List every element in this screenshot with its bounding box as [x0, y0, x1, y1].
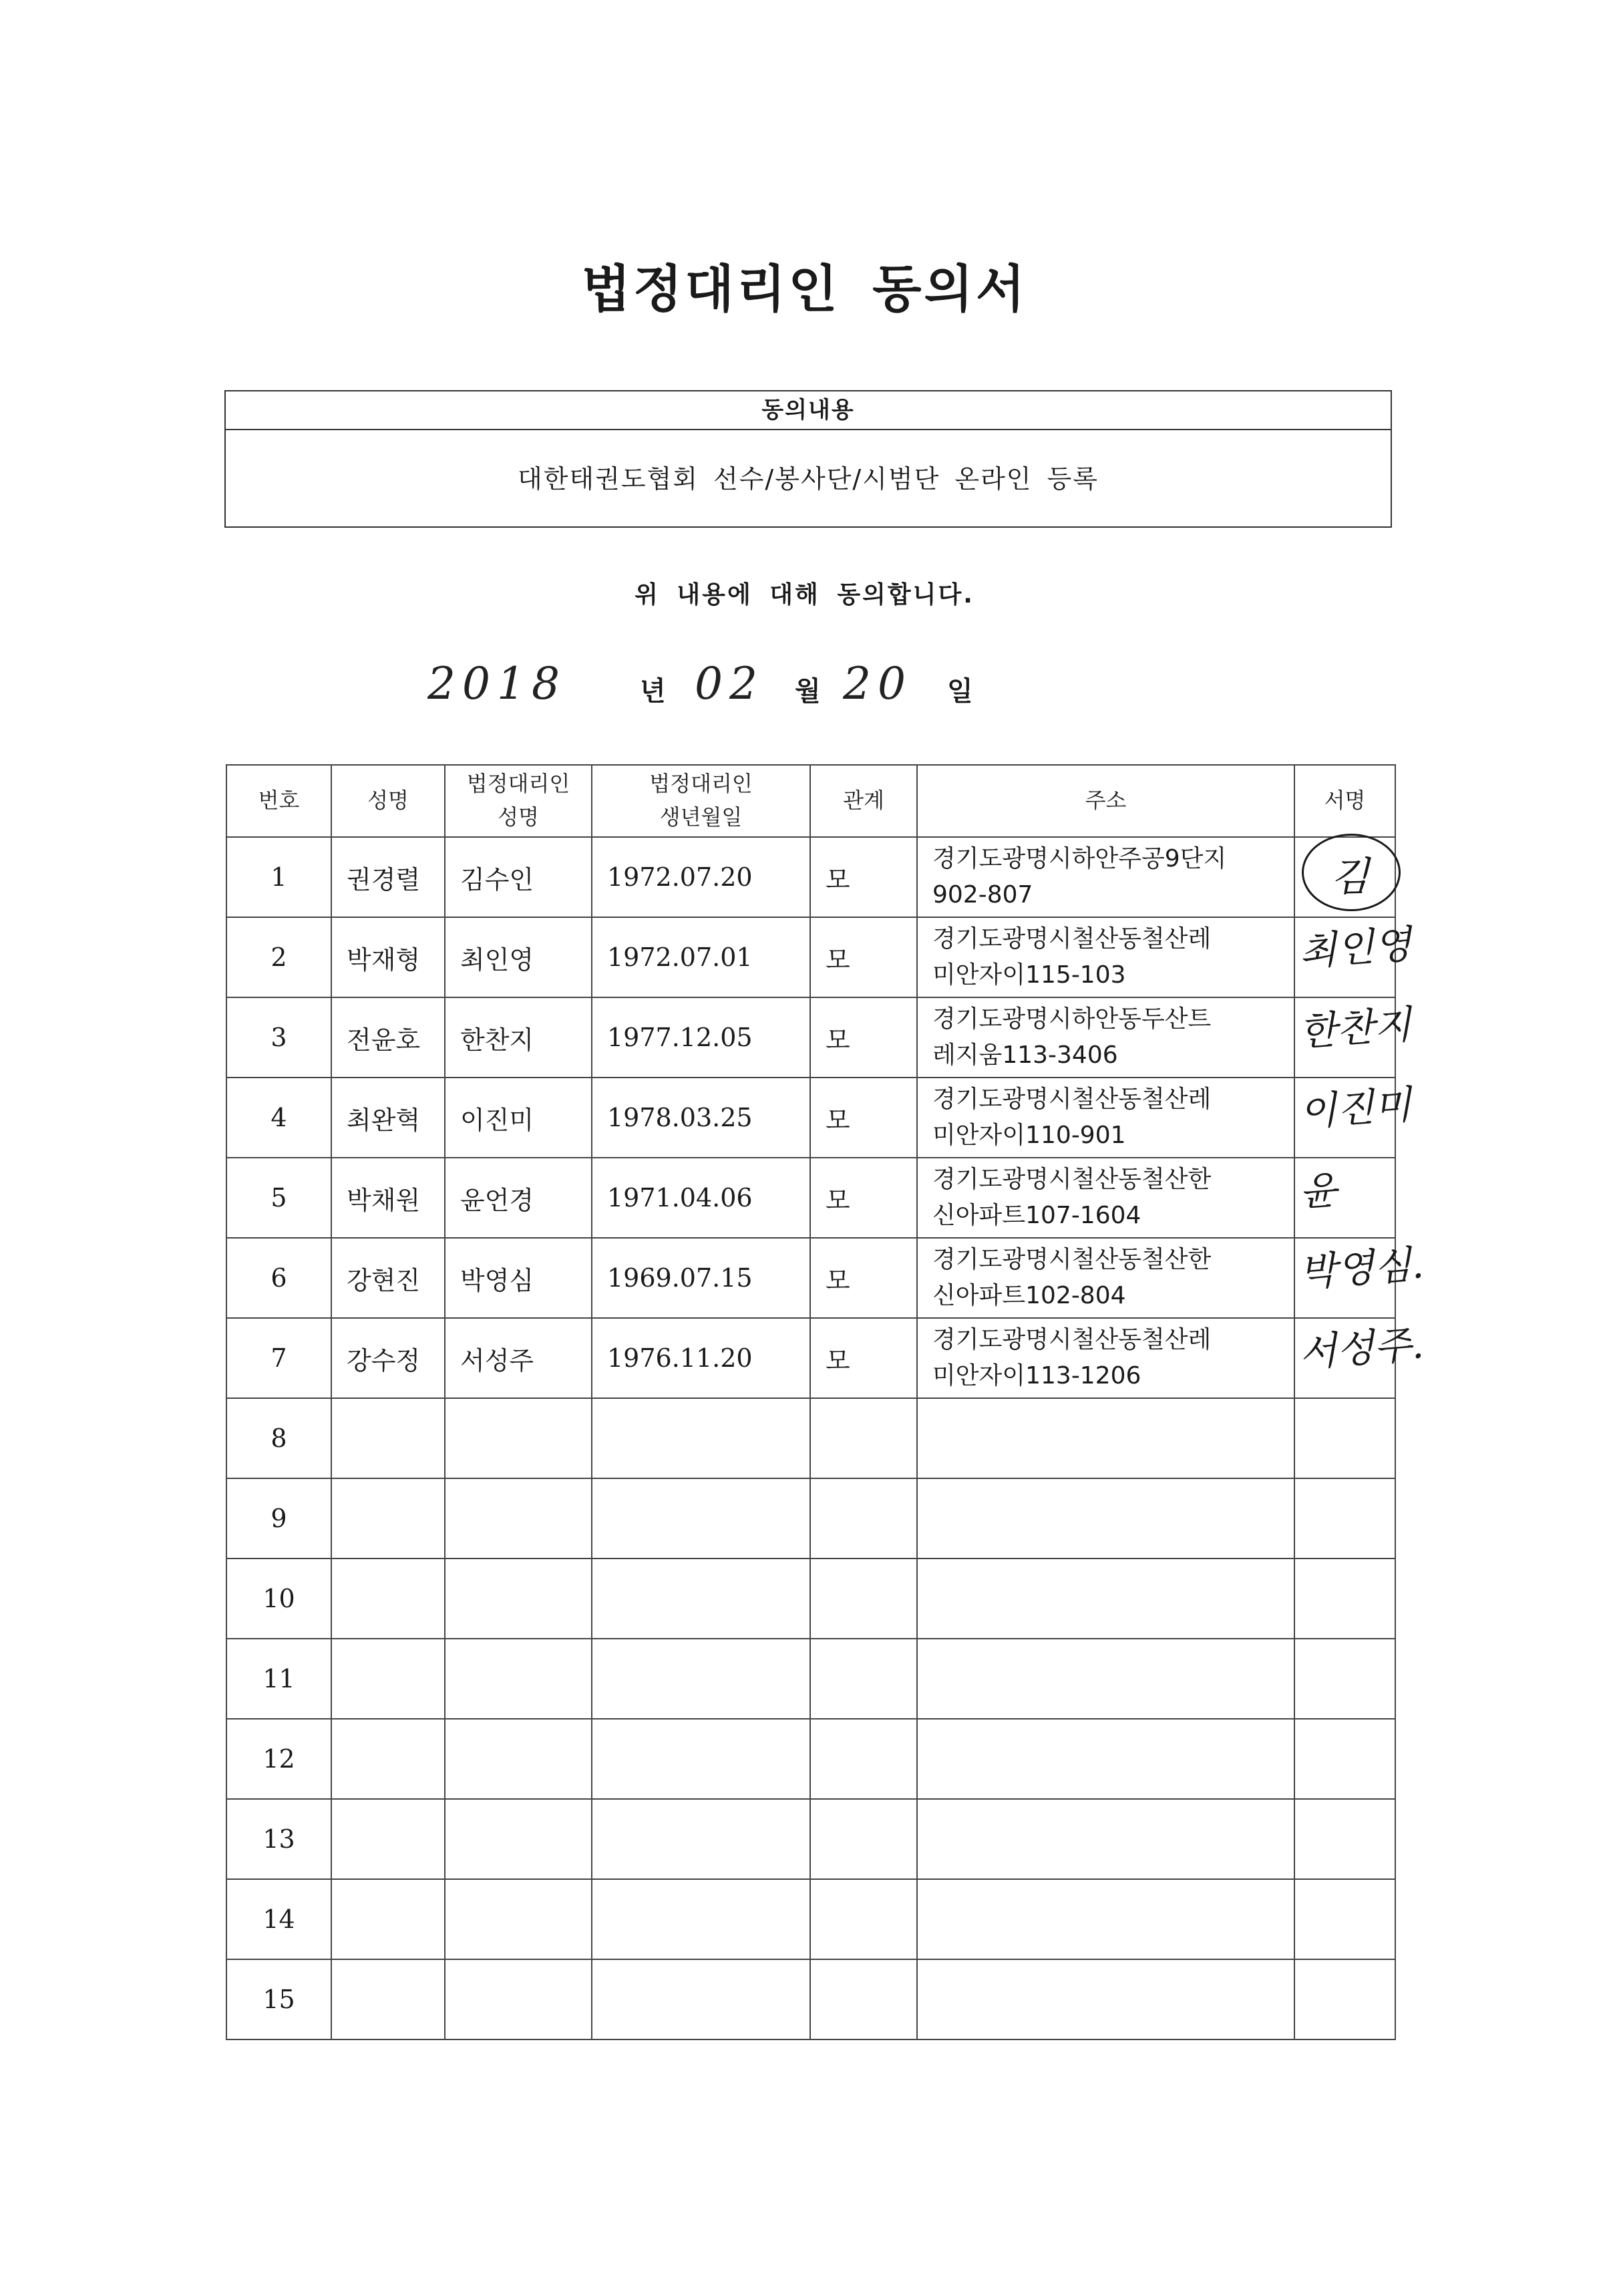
row-address-line2: 신아파트102-804 [932, 1282, 1126, 1309]
table-row [226, 1398, 1395, 1478]
document-title: 법정대리인 동의서 [581, 259, 1028, 319]
row-rep-name [445, 1959, 592, 2039]
row-relation [810, 1879, 917, 1959]
row-rep-birth: 1978.03.25 [592, 1078, 810, 1158]
row-rep-birth: 1977.12.05 [592, 997, 810, 1078]
row-relation [810, 1719, 917, 1799]
date-month-label: 월 [795, 676, 821, 707]
row-num: 11 [226, 1639, 331, 1719]
signature-handwritten: 이진미 [1297, 1082, 1413, 1135]
header-rep-birth-line1: 법정대리인 [649, 771, 753, 797]
signature-handwritten: 윤 [1297, 1167, 1338, 1215]
row-address-line1: 경기도광명시철산동철산레 [932, 925, 1212, 953]
date-year-label: 년 [640, 676, 666, 707]
consent-box [224, 390, 1392, 528]
roster-table [226, 764, 1425, 2040]
row-signature [1294, 917, 1413, 997]
row-address-line1: 경기도광명시철산동철산한 [932, 1166, 1212, 1193]
row-signature [1294, 1158, 1395, 1238]
row-relation: 모 [810, 917, 917, 997]
row-signature [1294, 1559, 1395, 1639]
row-address-line1: 경기도광명시철산동철산레 [932, 1086, 1212, 1113]
row-name [331, 1799, 445, 1879]
row-rep-birth [592, 1478, 810, 1559]
table-row [226, 1879, 1395, 1959]
row-rep-name: 박영심 [445, 1238, 592, 1318]
row-address [917, 1478, 1294, 1559]
row-address [917, 1639, 1294, 1719]
table-header-row [226, 765, 1395, 837]
row-relation [810, 1959, 917, 2039]
row-address-line2: 신아파트107-1604 [932, 1202, 1141, 1229]
row-signature [1294, 997, 1413, 1078]
row-address-line2: 미안자이115-103 [932, 961, 1126, 989]
row-signature [1294, 1879, 1395, 1959]
row-address-line2: 미안자이110-901 [932, 1122, 1126, 1149]
table-row [226, 1799, 1395, 1879]
header-rep-birth [592, 765, 810, 837]
row-rep-name: 최인영 [445, 917, 592, 997]
row-address-line1: 경기도광명시철산동철산한 [932, 1246, 1212, 1273]
header-rep-name [445, 765, 592, 837]
row-address [917, 1959, 1294, 2039]
row-name: 전윤호 [331, 997, 445, 1078]
row-name [331, 1879, 445, 1959]
table-row [226, 1318, 1395, 1398]
row-relation: 모 [810, 1238, 917, 1318]
row-name [331, 1959, 445, 2039]
date-row [0, 651, 1609, 725]
table-row [226, 1478, 1395, 1559]
row-name [331, 1719, 445, 1799]
row-address [917, 1238, 1294, 1318]
row-num: 6 [226, 1238, 331, 1318]
row-num: 4 [226, 1078, 331, 1158]
row-num: 3 [226, 997, 331, 1078]
row-relation: 모 [810, 1318, 917, 1398]
row-rep-birth [592, 1559, 810, 1639]
row-num: 13 [226, 1799, 331, 1879]
row-rep-birth [592, 1398, 810, 1478]
signature-seal [1302, 834, 1401, 911]
row-rep-name: 서성주 [445, 1318, 592, 1398]
row-rep-name: 이진미 [445, 1078, 592, 1158]
row-num: 1 [226, 837, 331, 917]
header-rep-name-line1: 법정대리인 [466, 771, 570, 797]
signature-handwritten: 박영심. [1297, 1241, 1425, 1295]
row-address [917, 1559, 1294, 1639]
row-rep-birth: 1976.11.20 [592, 1318, 810, 1398]
row-relation [810, 1639, 917, 1719]
row-address-line2: 레지움113-3406 [932, 1041, 1118, 1069]
table-row [226, 997, 1395, 1078]
row-rep-birth: 1971.04.06 [592, 1158, 810, 1238]
row-num: 10 [226, 1559, 331, 1639]
row-rep-name [445, 1639, 592, 1719]
row-address [917, 1318, 1294, 1398]
row-rep-birth: 1972.07.01 [592, 917, 810, 997]
row-num: 7 [226, 1318, 331, 1398]
row-signature [1294, 1238, 1425, 1318]
row-rep-birth [592, 1799, 810, 1879]
date-day-handwritten: 20 [843, 658, 912, 709]
row-signature [1294, 837, 1395, 917]
row-rep-birth: 1972.07.20 [592, 837, 810, 917]
row-rep-birth [592, 1959, 810, 2039]
row-address-line1: 경기도광명시철산동철산레 [932, 1326, 1212, 1353]
row-name: 박채원 [331, 1158, 445, 1238]
signature-handwritten: 서성주. [1297, 1321, 1425, 1375]
row-num: 2 [226, 917, 331, 997]
header-num: 번호 [226, 765, 331, 837]
header-rep-name-line2: 성명 [498, 804, 539, 830]
table-row [226, 1559, 1395, 1639]
row-name [331, 1398, 445, 1478]
row-address [917, 997, 1294, 1078]
row-signature [1294, 1799, 1395, 1879]
row-address [917, 1879, 1294, 1959]
table-row [226, 1078, 1395, 1158]
row-address [917, 837, 1294, 917]
consent-body: 대한태권도협회 선수/봉사단/시범단 온라인 등록 [517, 464, 1099, 494]
table-row [226, 917, 1395, 997]
row-relation [810, 1398, 917, 1478]
row-address-line1: 경기도광명시하안동두산트 [932, 1005, 1212, 1033]
consent-header: 동의내용 [226, 391, 1391, 430]
row-num: 15 [226, 1959, 331, 2039]
signature-handwritten: 한찬지 [1297, 1001, 1413, 1055]
row-rep-birth [592, 1879, 810, 1959]
row-relation: 모 [810, 1158, 917, 1238]
row-relation: 모 [810, 997, 917, 1078]
row-address [917, 1158, 1294, 1238]
roster-body [226, 837, 1425, 2039]
row-rep-name [445, 1478, 592, 1559]
agreement-text: 위 내용에 대해 동의합니다. [635, 581, 974, 609]
row-num: 5 [226, 1158, 331, 1238]
row-address [917, 1719, 1294, 1799]
row-signature [1294, 1719, 1395, 1799]
row-name: 최완혁 [331, 1078, 445, 1158]
row-name: 강수정 [331, 1318, 445, 1398]
header-signature: 서명 [1294, 765, 1395, 837]
row-address-line1: 경기도광명시하안주공9단지 [932, 845, 1227, 872]
table-row [226, 1158, 1395, 1238]
row-address-line2: 미안자이113-1206 [932, 1362, 1141, 1389]
header-relation: 관계 [810, 765, 917, 837]
table-row [226, 837, 1395, 917]
table-row [226, 1959, 1395, 2039]
row-relation: 모 [810, 837, 917, 917]
row-name [331, 1478, 445, 1559]
signature-handwritten: 김 [1330, 854, 1369, 900]
row-rep-name: 한찬지 [445, 997, 592, 1078]
row-relation [810, 1478, 917, 1559]
row-rep-birth [592, 1719, 810, 1799]
row-rep-name [445, 1719, 592, 1799]
date-month-handwritten: 02 [695, 658, 764, 709]
row-rep-birth [592, 1639, 810, 1719]
row-address-line2: 902-807 [932, 881, 1033, 909]
row-rep-name [445, 1879, 592, 1959]
table-row [226, 1238, 1395, 1318]
row-relation [810, 1559, 917, 1639]
row-num: 12 [226, 1719, 331, 1799]
row-num: 9 [226, 1478, 331, 1559]
row-signature [1294, 1478, 1395, 1559]
row-rep-birth: 1969.07.15 [592, 1238, 810, 1318]
row-num: 14 [226, 1879, 331, 1959]
table-row [226, 1639, 1395, 1719]
row-relation [810, 1799, 917, 1879]
row-address [917, 1078, 1294, 1158]
table-row [226, 1719, 1395, 1799]
row-rep-name: 윤언경 [445, 1158, 592, 1238]
row-address [917, 1398, 1294, 1478]
row-name [331, 1639, 445, 1719]
row-signature [1294, 1639, 1395, 1719]
row-signature [1294, 1078, 1413, 1158]
row-name: 권경렬 [331, 837, 445, 917]
row-address [917, 1799, 1294, 1879]
header-rep-birth-line2: 생년월일 [659, 804, 743, 830]
row-name: 강현진 [331, 1238, 445, 1318]
row-name [331, 1559, 445, 1639]
row-address [917, 917, 1294, 997]
row-rep-name [445, 1799, 592, 1879]
row-rep-name: 김수인 [445, 837, 592, 917]
row-name: 박재형 [331, 917, 445, 997]
row-rep-name [445, 1559, 592, 1639]
row-signature [1294, 1398, 1395, 1478]
signature-handwritten: 최인영 [1297, 921, 1413, 975]
header-name: 성명 [331, 765, 445, 837]
row-signature [1294, 1318, 1425, 1398]
date-day-label: 일 [947, 676, 973, 707]
row-relation: 모 [810, 1078, 917, 1158]
row-signature [1294, 1959, 1395, 2039]
header-address: 주소 [917, 765, 1294, 837]
date-year-handwritten: 2018 [427, 658, 566, 709]
row-rep-name [445, 1398, 592, 1478]
row-num: 8 [226, 1398, 331, 1478]
